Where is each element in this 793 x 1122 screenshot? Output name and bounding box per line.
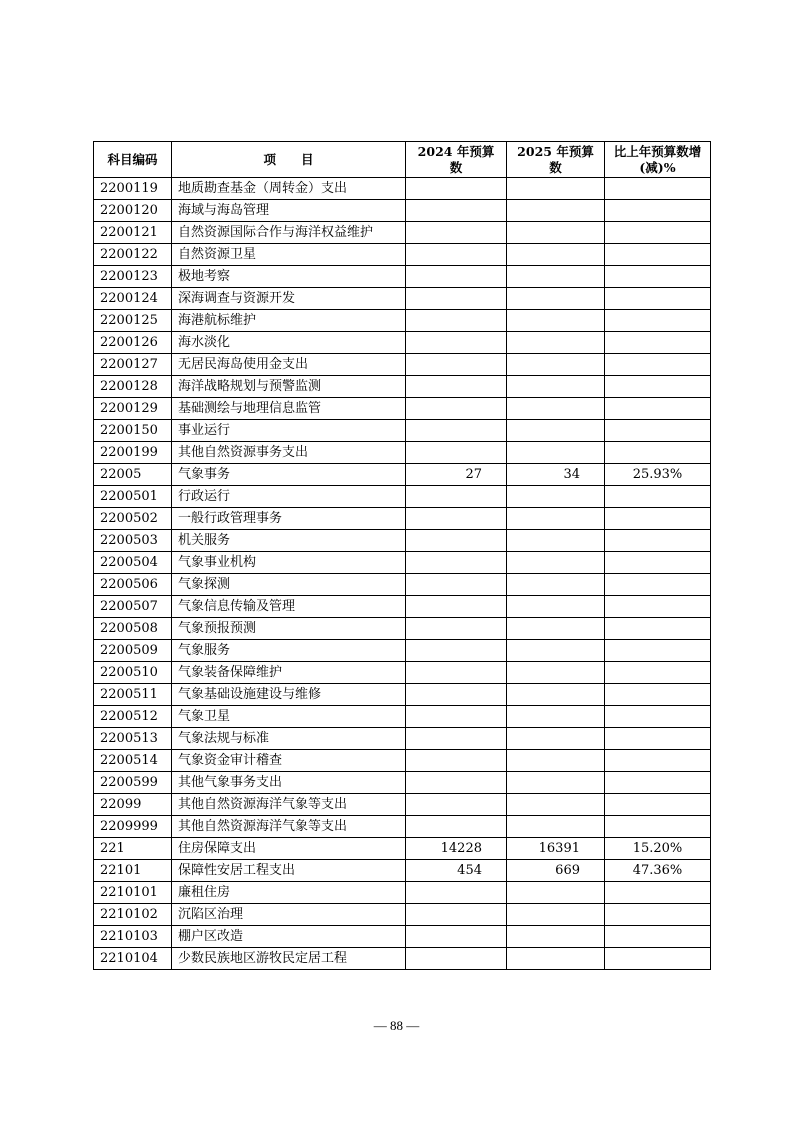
row-code: 2200503 [94, 530, 172, 552]
row-budget-2024 [406, 662, 507, 684]
row-item: 极地考察 [172, 266, 406, 288]
row-budget-2024 [406, 816, 507, 838]
row-budget-2025 [507, 574, 605, 596]
page-number: — 88 — [373, 1018, 420, 1033]
row-item: 气象基础设施建设与维修 [172, 684, 406, 706]
header-row [94, 142, 711, 178]
row-budget-2025: 34 [507, 464, 605, 486]
row-code: 2200122 [94, 244, 172, 266]
row-code: 2210103 [94, 926, 172, 948]
row-change [605, 552, 711, 574]
table-row [94, 706, 711, 728]
row-budget-2025 [507, 816, 605, 838]
row-budget-2024 [406, 530, 507, 552]
row-code: 2209999 [94, 816, 172, 838]
row-code: 2200119 [94, 178, 172, 200]
row-budget-2024: 27 [406, 464, 507, 486]
row-change [605, 508, 711, 530]
row-budget-2024 [406, 376, 507, 398]
row-code: 2200510 [94, 662, 172, 684]
row-change [605, 486, 711, 508]
row-code: 2200508 [94, 618, 172, 640]
table-row [94, 838, 711, 860]
row-change [605, 618, 711, 640]
row-budget-2025 [507, 948, 605, 970]
row-item: 其他自然资源事务支出 [172, 442, 406, 464]
row-change [605, 904, 711, 926]
row-change [605, 596, 711, 618]
row-item: 一般行政管理事务 [172, 508, 406, 530]
row-change [605, 178, 711, 200]
row-change [605, 310, 711, 332]
row-item: 基础测绘与地理信息监管 [172, 398, 406, 420]
row-budget-2025 [507, 222, 605, 244]
row-change [605, 772, 711, 794]
row-item: 住房保障支出 [172, 838, 406, 860]
row-item: 气象预报预测 [172, 618, 406, 640]
row-budget-2024 [406, 948, 507, 970]
row-item: 气象事务 [172, 464, 406, 486]
row-change [605, 926, 711, 948]
row-item: 沉陷区治理 [172, 904, 406, 926]
table-row [94, 574, 711, 596]
row-budget-2024 [406, 310, 507, 332]
table-row [94, 486, 711, 508]
row-item: 无居民海岛使用金支出 [172, 354, 406, 376]
row-item: 深海调查与资源开发 [172, 288, 406, 310]
row-item: 其他自然资源海洋气象等支出 [172, 794, 406, 816]
table-row [94, 200, 711, 222]
row-budget-2025 [507, 640, 605, 662]
row-budget-2024 [406, 222, 507, 244]
row-change [605, 882, 711, 904]
row-change [605, 728, 711, 750]
table-row [94, 882, 711, 904]
row-budget-2025 [507, 332, 605, 354]
row-item: 气象服务 [172, 640, 406, 662]
row-change [605, 816, 711, 838]
row-budget-2025 [507, 772, 605, 794]
row-budget-2024 [406, 398, 507, 420]
row-budget-2025 [507, 728, 605, 750]
row-item: 廉租住房 [172, 882, 406, 904]
table-row [94, 552, 711, 574]
row-item: 自然资源国际合作与海洋权益维护 [172, 222, 406, 244]
row-code: 2200126 [94, 332, 172, 354]
row-code: 2200150 [94, 420, 172, 442]
row-budget-2025 [507, 684, 605, 706]
row-change: 15.20% [605, 838, 711, 860]
table-row [94, 904, 711, 926]
row-code: 2200507 [94, 596, 172, 618]
row-code: 2210101 [94, 882, 172, 904]
table-row [94, 310, 711, 332]
row-budget-2024 [406, 244, 507, 266]
row-change [605, 398, 711, 420]
row-code: 2200513 [94, 728, 172, 750]
row-item: 气象探测 [172, 574, 406, 596]
table-row [94, 816, 711, 838]
row-change [605, 376, 711, 398]
row-item: 气象装备保障维护 [172, 662, 406, 684]
row-item: 气象事业机构 [172, 552, 406, 574]
row-budget-2024: 454 [406, 860, 507, 882]
row-budget-2024 [406, 772, 507, 794]
row-change [605, 420, 711, 442]
row-item: 气象卫星 [172, 706, 406, 728]
row-code: 2200129 [94, 398, 172, 420]
table-row [94, 948, 711, 970]
header-budget-2024: 2024 年预算数 [406, 142, 507, 178]
table-row [94, 222, 711, 244]
row-change [605, 332, 711, 354]
table-row [94, 266, 711, 288]
table-body [94, 178, 711, 970]
row-budget-2025 [507, 596, 605, 618]
row-budget-2025 [507, 266, 605, 288]
row-budget-2025 [507, 552, 605, 574]
row-item: 少数民族地区游牧民定居工程 [172, 948, 406, 970]
row-budget-2025 [507, 442, 605, 464]
row-budget-2025 [507, 706, 605, 728]
row-budget-2024 [406, 904, 507, 926]
table-row [94, 596, 711, 618]
row-item: 气象资金审计稽查 [172, 750, 406, 772]
row-item: 海水淡化 [172, 332, 406, 354]
row-code: 22005 [94, 464, 172, 486]
budget-table [93, 141, 711, 970]
row-budget-2024 [406, 266, 507, 288]
row-budget-2024 [406, 332, 507, 354]
row-budget-2025 [507, 288, 605, 310]
row-item: 气象信息传输及管理 [172, 596, 406, 618]
row-code: 2200502 [94, 508, 172, 530]
row-budget-2024 [406, 178, 507, 200]
row-code: 2210104 [94, 948, 172, 970]
row-change [605, 442, 711, 464]
row-budget-2024 [406, 354, 507, 376]
row-budget-2024 [406, 200, 507, 222]
row-budget-2025 [507, 354, 605, 376]
table-row [94, 464, 711, 486]
row-budget-2025 [507, 178, 605, 200]
row-code: 22101 [94, 860, 172, 882]
table-row [94, 354, 711, 376]
table-row [94, 376, 711, 398]
row-code: 2200501 [94, 486, 172, 508]
row-change [605, 244, 711, 266]
header-code: 科目编码 [94, 142, 172, 178]
row-code: 2200199 [94, 442, 172, 464]
row-budget-2024 [406, 926, 507, 948]
row-item: 海港航标维护 [172, 310, 406, 332]
row-change [605, 640, 711, 662]
table-row [94, 398, 711, 420]
row-budget-2024 [406, 618, 507, 640]
row-budget-2025 [507, 398, 605, 420]
row-budget-2025 [507, 904, 605, 926]
row-change [605, 222, 711, 244]
row-code: 2200121 [94, 222, 172, 244]
row-budget-2025 [507, 530, 605, 552]
row-item: 地质勘查基金（周转金）支出 [172, 178, 406, 200]
row-code: 2210102 [94, 904, 172, 926]
row-item: 机关服务 [172, 530, 406, 552]
row-budget-2025 [507, 244, 605, 266]
row-budget-2024 [406, 794, 507, 816]
row-budget-2025 [507, 486, 605, 508]
table-row [94, 288, 711, 310]
row-budget-2024 [406, 728, 507, 750]
table-row [94, 640, 711, 662]
row-budget-2025 [507, 420, 605, 442]
row-change [605, 750, 711, 772]
row-budget-2024 [406, 486, 507, 508]
row-item: 海域与海岛管理 [172, 200, 406, 222]
row-code: 2200128 [94, 376, 172, 398]
row-change [605, 200, 711, 222]
row-code: 2200512 [94, 706, 172, 728]
row-item: 其他自然资源海洋气象等支出 [172, 816, 406, 838]
row-item: 其他气象事务支出 [172, 772, 406, 794]
row-budget-2024 [406, 442, 507, 464]
table-row [94, 860, 711, 882]
row-item: 海洋战略规划与预警监测 [172, 376, 406, 398]
row-budget-2024 [406, 882, 507, 904]
row-budget-2024 [406, 420, 507, 442]
row-item: 行政运行 [172, 486, 406, 508]
table-row [94, 442, 711, 464]
table-row [94, 662, 711, 684]
row-code: 221 [94, 838, 172, 860]
row-change [605, 266, 711, 288]
row-item: 气象法规与标准 [172, 728, 406, 750]
row-budget-2025 [507, 794, 605, 816]
table-row [94, 794, 711, 816]
row-change [605, 662, 711, 684]
row-budget-2025 [507, 200, 605, 222]
row-budget-2024 [406, 574, 507, 596]
row-item: 保障性安居工程支出 [172, 860, 406, 882]
row-change [605, 948, 711, 970]
row-budget-2024 [406, 552, 507, 574]
row-code: 2200120 [94, 200, 172, 222]
table-row [94, 618, 711, 640]
row-budget-2025 [507, 882, 605, 904]
row-item: 事业运行 [172, 420, 406, 442]
row-change [605, 706, 711, 728]
row-budget-2025: 16391 [507, 838, 605, 860]
row-code: 2200506 [94, 574, 172, 596]
row-budget-2025 [507, 508, 605, 530]
row-budget-2025 [507, 926, 605, 948]
row-change [605, 530, 711, 552]
row-code: 2200127 [94, 354, 172, 376]
row-budget-2024 [406, 706, 507, 728]
table-row [94, 530, 711, 552]
table-row [94, 772, 711, 794]
row-budget-2025 [507, 376, 605, 398]
table-row [94, 750, 711, 772]
row-change [605, 288, 711, 310]
table-row [94, 926, 711, 948]
header-item: 项 目 [172, 142, 406, 178]
row-budget-2024 [406, 750, 507, 772]
row-budget-2025 [507, 310, 605, 332]
row-change [605, 574, 711, 596]
row-code: 2200514 [94, 750, 172, 772]
row-item: 棚户区改造 [172, 926, 406, 948]
row-code: 2200509 [94, 640, 172, 662]
row-code: 2200124 [94, 288, 172, 310]
row-item: 自然资源卫星 [172, 244, 406, 266]
table-row [94, 728, 711, 750]
row-budget-2024 [406, 596, 507, 618]
row-budget-2024 [406, 684, 507, 706]
row-code: 2200125 [94, 310, 172, 332]
row-code: 2200599 [94, 772, 172, 794]
row-change: 25.93% [605, 464, 711, 486]
table-row [94, 420, 711, 442]
row-change: 47.36% [605, 860, 711, 882]
row-budget-2025 [507, 662, 605, 684]
row-budget-2024 [406, 508, 507, 530]
row-code: 2200123 [94, 266, 172, 288]
table-row [94, 178, 711, 200]
table-row [94, 508, 711, 530]
row-code: 2200504 [94, 552, 172, 574]
row-code: 22099 [94, 794, 172, 816]
table-row [94, 332, 711, 354]
row-change [605, 794, 711, 816]
row-budget-2025: 669 [507, 860, 605, 882]
row-budget-2024: 14228 [406, 838, 507, 860]
row-code: 2200511 [94, 684, 172, 706]
row-budget-2024 [406, 288, 507, 310]
table-row [94, 684, 711, 706]
header-budget-2025: 2025 年预算数 [507, 142, 605, 178]
table-row [94, 244, 711, 266]
header-change: 比上年预算数增 (减)% [605, 142, 711, 178]
row-change [605, 354, 711, 376]
row-budget-2025 [507, 750, 605, 772]
row-budget-2024 [406, 640, 507, 662]
row-change [605, 684, 711, 706]
row-budget-2025 [507, 618, 605, 640]
